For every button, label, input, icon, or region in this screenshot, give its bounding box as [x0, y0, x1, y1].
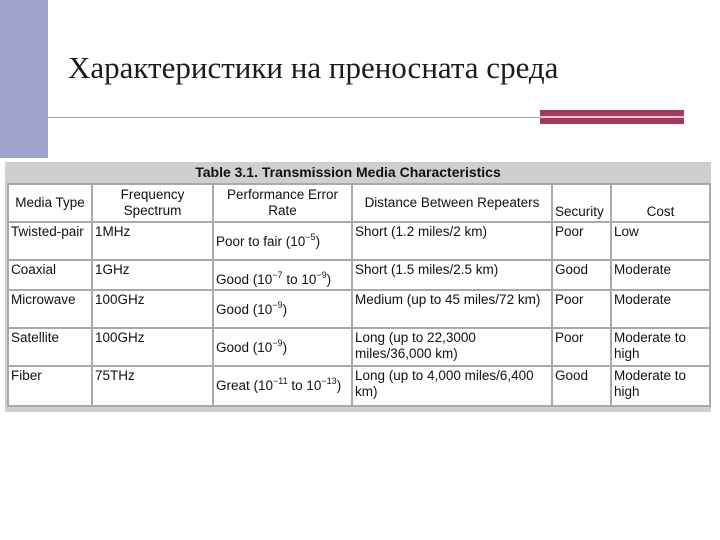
error-tail: to 10: [287, 378, 322, 393]
cell-security: Poor: [552, 328, 611, 366]
cell-error-rate: [213, 366, 352, 406]
cell-distance: Short (1.5 miles/2.5 km): [352, 260, 552, 290]
header-error-rate: Performance Error Rate: [213, 184, 352, 222]
header-cost: Cost: [611, 184, 710, 222]
cell-media-type: Coaxial: [8, 260, 92, 290]
error-text: Good (10: [216, 302, 273, 317]
error-exponent: −5: [305, 232, 316, 242]
header-frequency: Frequency Spectrum: [92, 184, 213, 222]
table-caption: Table 3.1. Transmission Media Characteristics: [195, 164, 501, 180]
accent-bar: [0, 0, 48, 158]
error-tail-2: ): [326, 272, 332, 287]
cell-cost: Low: [611, 222, 710, 260]
cell-error-rate: [213, 222, 352, 260]
media-characteristics-table: [7, 183, 711, 407]
error-tail: ): [282, 302, 288, 317]
error-text: Good (10: [216, 272, 273, 287]
cell-frequency: 75THz: [92, 366, 213, 406]
table-row: [8, 290, 710, 328]
title-rule: [30, 117, 540, 118]
error-exponent-2: −13: [321, 376, 337, 386]
cell-frequency: 100GHz: [92, 328, 213, 366]
media-table-frame: [5, 162, 711, 412]
cell-cost: Moderate to high: [611, 328, 710, 366]
cell-distance: Medium (up to 45 miles/72 km): [352, 290, 552, 328]
cell-distance: Long (up to 4,000 miles/6,400 km): [352, 366, 552, 406]
cell-media-type: Fiber: [8, 366, 92, 406]
cell-media-type: Twisted-pair: [8, 222, 92, 260]
error-tail: ): [282, 340, 288, 355]
cell-error-rate: [213, 290, 352, 328]
slide-title: Характеристики на преносната среда: [68, 50, 559, 85]
cell-media-type: Microwave: [8, 290, 92, 328]
title-rule-accent: [540, 110, 684, 124]
header-security: Security: [552, 184, 611, 222]
cell-cost: Moderate to high: [611, 366, 710, 406]
error-tail: ): [315, 234, 321, 249]
cell-distance: Short (1.2 miles/2 km): [352, 222, 552, 260]
header-media-type: Media Type: [8, 184, 92, 222]
cell-security: Good: [552, 366, 611, 406]
cell-cost: Moderate: [611, 290, 710, 328]
cell-frequency: 100GHz: [92, 290, 213, 328]
error-exponent-2: −9: [316, 270, 327, 280]
header-distance: Distance Between Repeaters: [352, 184, 552, 222]
table-row: [8, 328, 710, 366]
cell-security: Good: [552, 260, 611, 290]
error-text: Great (10: [216, 378, 274, 393]
cell-frequency: 1MHz: [92, 222, 213, 260]
cell-error-rate: [213, 328, 352, 366]
cell-security: Poor: [552, 222, 611, 260]
error-text: Poor to fair (10: [216, 234, 306, 249]
table-row: [8, 260, 710, 290]
cell-media-type: Satellite: [8, 328, 92, 366]
table-row: [8, 222, 710, 260]
error-exponent: −11: [273, 376, 288, 386]
error-exponent: −9: [272, 338, 283, 348]
error-tail: to 10: [282, 272, 317, 287]
header-row: [8, 184, 710, 222]
cell-cost: Moderate: [611, 260, 710, 290]
cell-distance: Long (up to 22,3000 miles/36,000 km): [352, 328, 552, 366]
error-exponent: −9: [272, 300, 283, 310]
error-text: Good (10: [216, 340, 273, 355]
error-tail-2: ): [336, 378, 342, 393]
cell-security: Poor: [552, 290, 611, 328]
table-row: [8, 366, 710, 406]
cell-error-rate: [213, 260, 352, 290]
cell-frequency: 1GHz: [92, 260, 213, 290]
error-exponent: −7: [272, 270, 283, 280]
